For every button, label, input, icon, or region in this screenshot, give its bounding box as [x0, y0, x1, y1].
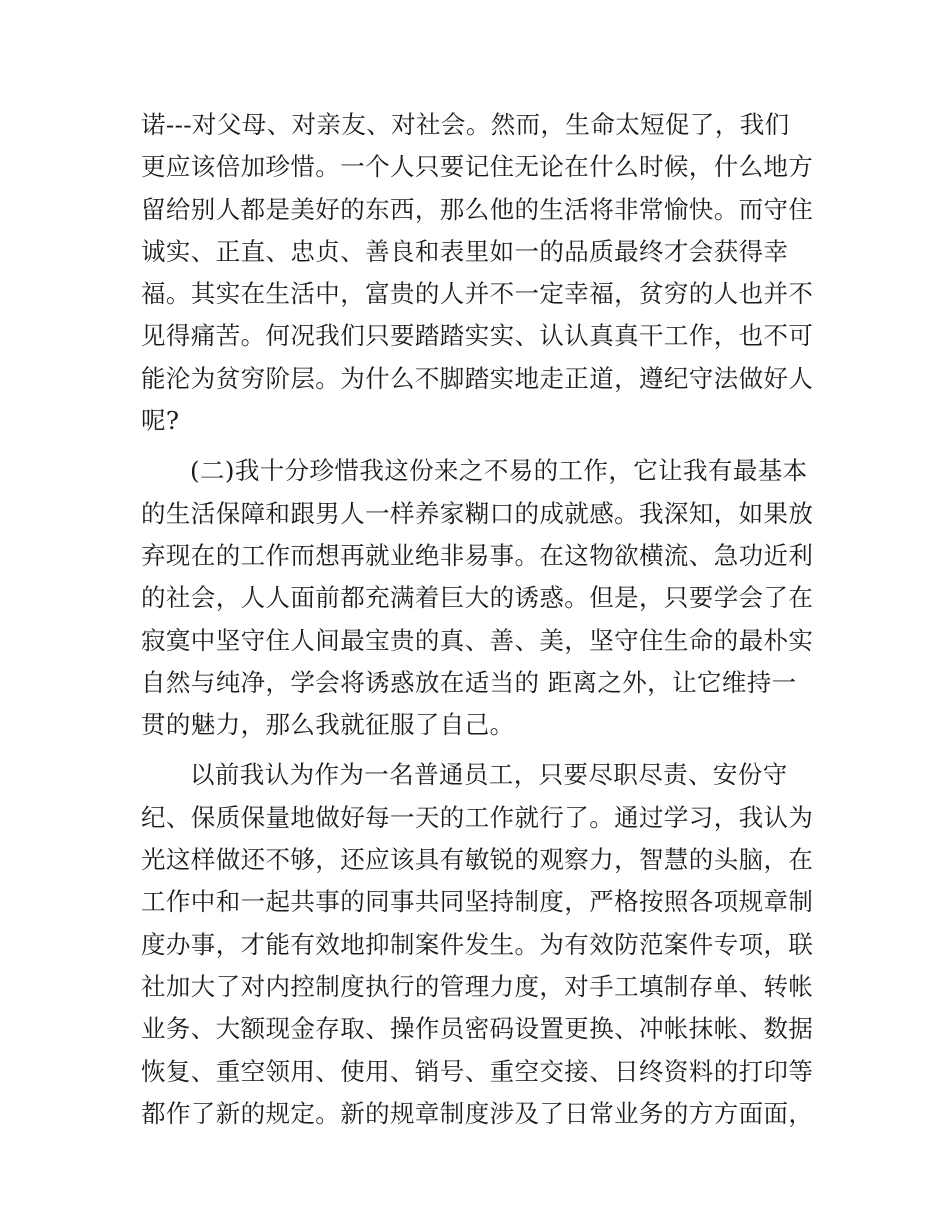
paragraph-3: [141, 754, 813, 1135]
text-line: (二)我十分珍惜我这份来之不易的工作，它让我有最基本: [190, 456, 808, 486]
text-line: 恢复、重空领用、使用、销号、重空交接、日终资料的打印等: [141, 1056, 814, 1086]
text-line: 光这样做还不够，还应该具有敏锐的观察力，智慧的头脑，在: [141, 845, 814, 875]
text-line: 留给别人都是美好的东西，那么他的生活将非常愉快。而守住: [141, 194, 814, 224]
text-line: 寂寞中坚守住人间最宝贵的真、善、美，坚守住生命的最朴实: [141, 625, 814, 655]
text-line: 工作中和一起共事的同事共同坚持制度，严格按照各项规章制: [141, 887, 814, 917]
text-line: 更应该倍加珍惜。一个人只要记住无论在什么时候，什么地方: [141, 152, 814, 182]
text-line: 福。其实在生活中，富贵的人并不一定幸福，贫穷的人也并不: [141, 279, 814, 309]
document-body: [141, 104, 813, 1135]
text-line: 业务、大额现金存取、操作员密码设置更换、冲帐抹帐、数据: [141, 1014, 814, 1044]
text-line: 贯的魅力，那么我就征服了自己。: [141, 710, 515, 740]
paragraph-1: [141, 104, 813, 442]
text-line: 能沦为贫穷阶层。为什么不脚踏实地走正道，遵纪守法做好人: [141, 363, 814, 393]
text-line: 的生活保障和跟男人一样养家糊口的成就感。我深知，如果放: [141, 498, 814, 528]
text-line: 都作了新的规定。新的规章制度涉及了日常业务的方方面面，: [141, 1098, 814, 1128]
text-line: 以前我认为作为一名普通员工，只要尽职尽责、安份守: [190, 760, 788, 790]
text-line: 弃现在的工作而想再就业绝非易事。在这物欲横流、急功近利: [141, 540, 814, 570]
text-line: 自然与纯净，学会将诱惑放在适当的 距离之外，让它维持一: [141, 667, 797, 697]
text-line: 呢?: [141, 406, 180, 436]
text-line: 社加大了对内控制度执行的管理力度，对手工填制存单、转帐: [141, 971, 814, 1001]
text-line: 纪、保质保量地做好每一天的工作就行了。通过学习，我认为: [141, 802, 814, 832]
text-line: 诚实、正直、忠贞、善良和表里如一的品质最终才会获得幸: [141, 236, 789, 266]
paragraph-2: [141, 450, 813, 746]
text-line: 见得痛苦。何况我们只要踏踏实实、认认真真干工作，也不可: [141, 321, 814, 351]
text-line: 度办事，才能有效地抑制案件发生。为有效防范案件专项，联: [141, 929, 814, 959]
text-line: 诺---对父母、对亲友、对社会。然而，生命太短促了，我们: [141, 110, 790, 139]
text-line: 的社会，人人面前都充满着巨大的诱惑。但是，只要学会了在: [141, 583, 814, 613]
